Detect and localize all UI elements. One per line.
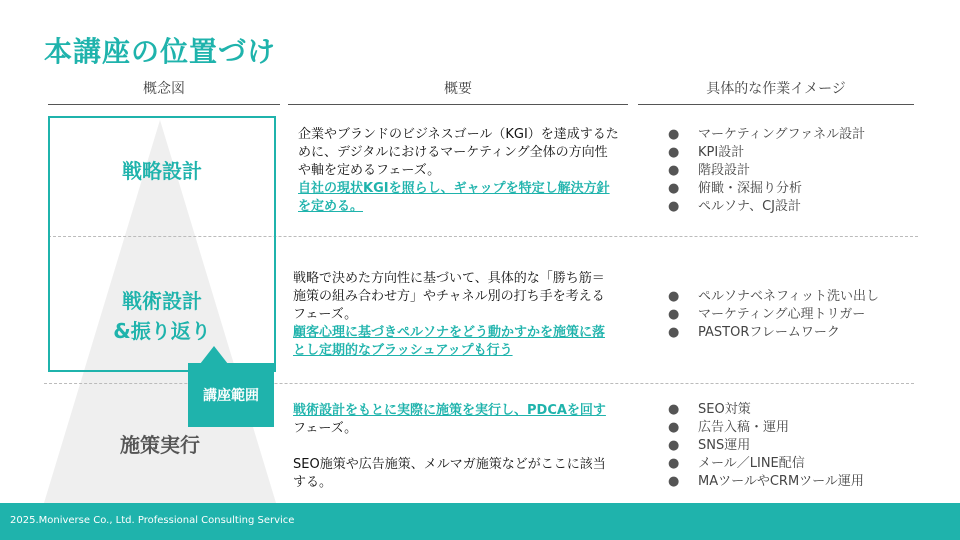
bullet-icon: ● [668, 307, 680, 322]
layer-label-tactics-line1: 戦術設計 [122, 289, 202, 313]
desc-execution-highlight: 戦術設計をもとに実際に施策を実行し、PDCAを回す [293, 403, 606, 418]
list-item: ● PASTORフレームワーク [668, 325, 840, 340]
list-item: ● マーケティング心理トリガー [668, 307, 866, 322]
page-title: 本講座の位置づけ [44, 35, 277, 68]
task-list-strategy [668, 126, 865, 216]
list-item: ● 広告入稿・運用 [668, 420, 790, 435]
bullet-icon: ● [668, 420, 680, 435]
task-list-tactics [668, 288, 879, 342]
list-item: ● SNS運用 [668, 438, 751, 453]
header-overview: 概要 [444, 81, 472, 97]
list-item: ● ペルソナベネフィット洗い出し [668, 289, 879, 304]
desc-strategy-highlight: 自社の現状KGIを照らし、ギャップを特定し解決方針を定める。 [298, 181, 610, 214]
footer-bar [0, 503, 960, 540]
desc-strategy-text: 企業やブランドのビジネスゴール（KGI）を達成するために、デジタルにおけるマーケティング全体の方向性や軸を定めるフェーズ。 [298, 127, 619, 178]
list-item: ● KPI設計 [668, 145, 745, 160]
desc-execution-text: SEO施策や広告施策、メルマガ施策などがここに該当する。 [293, 457, 606, 490]
task-list-execution [668, 401, 864, 491]
list-item: ● SEO対策 [668, 402, 751, 417]
layer-label-tactics-line2: &振り返り [113, 319, 211, 343]
list-item: ● 俯瞰・深掘り分析 [668, 181, 803, 196]
row-divider-2 [44, 383, 914, 384]
bullet-icon: ● [668, 181, 680, 196]
layer-label-strategy: 戦略設計 [122, 159, 202, 183]
list-item: ● マーケティングファネル設計 [668, 127, 866, 142]
bullet-icon: ● [668, 199, 680, 214]
bullet-icon: ● [668, 145, 680, 160]
footer-copyright: 2025.Moniverse Co., Ltd. Professional Consulting Service [10, 515, 295, 526]
desc-execution [293, 402, 615, 492]
desc-tactics [293, 270, 605, 360]
bullet-icon: ● [668, 438, 680, 453]
bullet-icon: ● [668, 456, 680, 471]
bullet-icon: ● [668, 325, 680, 340]
course-scope-badge: 講座範囲 [188, 363, 274, 427]
desc-tactics-text: 戦略で決めた方向性に基づいて、具体的な「勝ち筋＝施策の組み合わせ方」やチャネル別の打ち手を考えるフェーズ。 [293, 271, 605, 322]
list-item: ● メール／LINE配信 [668, 456, 805, 471]
list-item: ● ペルソナ、CJ設計 [668, 199, 802, 214]
bullet-icon: ● [668, 163, 680, 178]
bullet-icon: ● [668, 127, 680, 142]
desc-execution-tail: フェーズ。 [293, 421, 358, 436]
header-concept: 概念図 [143, 81, 185, 97]
bullet-icon: ● [668, 289, 680, 304]
desc-tactics-highlight: 顧客心理に基づきペルソナをどう動かすかを施策に落とし定期的なブラッシュアップも行う [293, 325, 606, 358]
layer-label-execution: 施策実行 [120, 433, 200, 457]
header-tasks: 具体的な作業イメージ [706, 81, 846, 97]
bullet-icon: ● [668, 474, 680, 489]
list-item: ● MAツールやCRMツール運用 [668, 474, 864, 489]
layer-label-tactics [48, 286, 276, 346]
list-item: ● 階段設計 [668, 163, 751, 178]
bullet-icon: ● [668, 402, 680, 417]
desc-strategy [298, 126, 620, 216]
